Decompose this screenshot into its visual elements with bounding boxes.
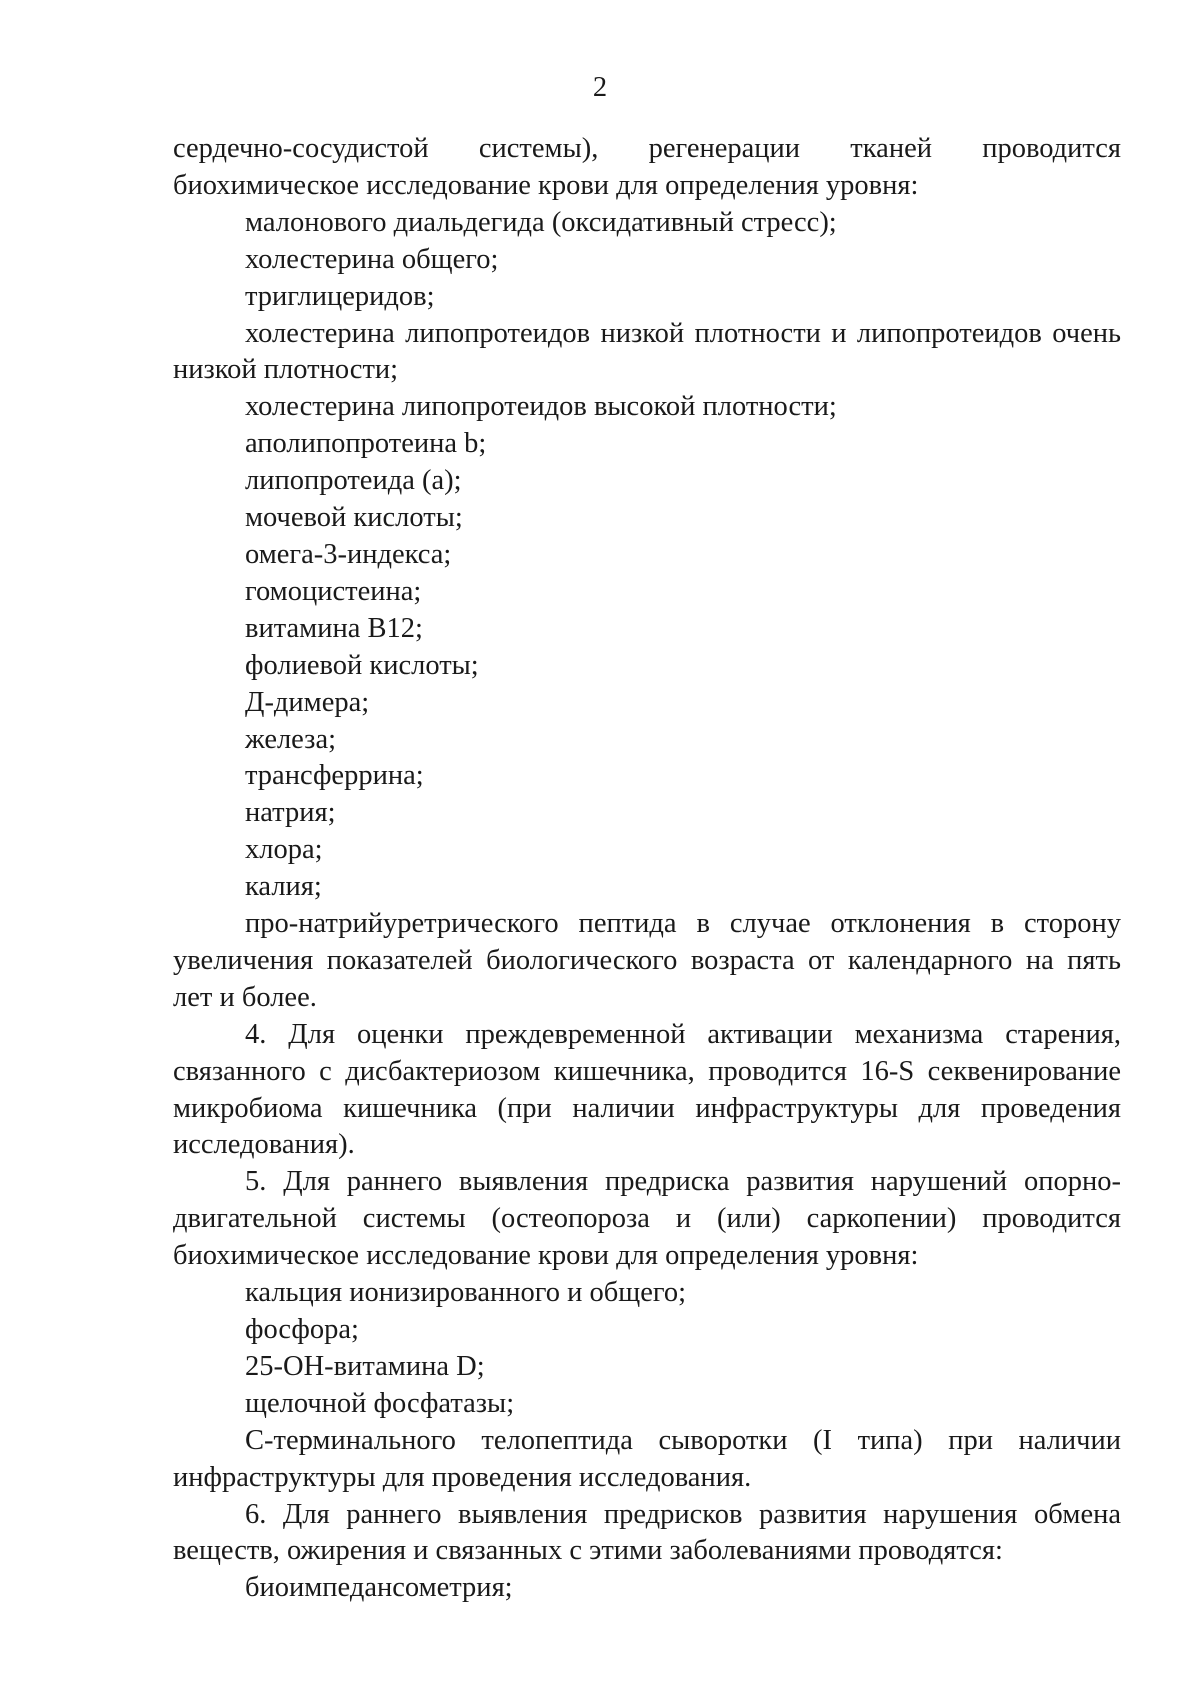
list-item-folic-acid: фолиевой кислоты;	[245, 649, 479, 681]
section-6-paragraph: 6. Для раннего выявления предрисков развития нарушения обмена веществ, ожирения и связанных с этими заболеваниями проводятся:	[173, 1498, 1121, 1567]
list-item-alkaline-phosphatase: щелочной фосфатазы;	[245, 1387, 515, 1419]
section-4-paragraph: 4. Для оценки преждевременной активации механизма старения, связанного с дисбактериозом кишечника, проводится 16-S секвенирование микробиома кишечника (при наличии инфраструктуры для проведения исследования).	[173, 1018, 1121, 1161]
list-item-omega3-index: омега-3-индекса;	[245, 538, 452, 570]
section-5-paragraph: 5. Для раннего выявления предриска развития нарушений опорно-двигательной системы (остеопороза и (или) саркопении) проводится биохимическое исследование крови для определения уровня:	[173, 1166, 1121, 1272]
paragraph-continuation: сердечно-сосудистой системы), регенерации тканей проводится биохимическое исследование крови для определения уровня:	[173, 133, 1121, 201]
list-item-total-cholesterol: холестерина общего;	[245, 243, 499, 275]
list-item-potassium: калия;	[245, 871, 322, 903]
list-item-lipoprotein-a: липопротеида (а);	[245, 465, 462, 497]
list-item-sodium: натрия;	[245, 797, 336, 829]
list-item-ldl-vldl: холестерина липопротеидов низкой плотности и липопротеидов очень низкой плотности;	[173, 317, 1121, 386]
list-item-d-dimer: Д-димера;	[245, 686, 370, 718]
list-item-calcium: кальция ионизированного и общего;	[245, 1277, 686, 1309]
page-number: 2	[592, 72, 608, 103]
list-item-vitamin-b12: витамина B12;	[245, 612, 423, 644]
list-item-transferrin: трансферрина;	[245, 760, 424, 792]
list-item-malondialdehyde: малонового диальдегида (оксидативный стресс);	[245, 206, 837, 238]
list-item-chlorine: хлора;	[245, 834, 323, 866]
list-item-vitamin-d: 25-OH-витамина D;	[245, 1350, 485, 1382]
list-item-natriuretic-peptide: про-натрийуретрического пептида в случае отклонения в сторону увеличения показателей биологического возраста от календарного на пять лет и более.	[173, 908, 1121, 1013]
list-item-bioimpedance: биоимпедансометрия;	[245, 1572, 513, 1604]
list-item-iron: железа;	[245, 723, 337, 755]
list-item-c-telopeptide: С-терминального телопептида сыворотки (I типа) при наличии инфраструктуры для проведения исследования.	[173, 1424, 1121, 1493]
list-item-homocysteine: гомоцистеина;	[245, 575, 422, 607]
list-item-uric-acid: мочевой кислоты;	[245, 502, 463, 534]
list-item-phosphorus: фосфора;	[245, 1314, 359, 1345]
document-body	[173, 131, 1121, 1607]
list-item-apolipoprotein-b: аполипопротеина b;	[245, 428, 487, 460]
list-item-hdl: холестерина липопротеидов высокой плотности;	[245, 391, 837, 423]
list-item-triglycerides: триглицеридов;	[245, 280, 435, 312]
